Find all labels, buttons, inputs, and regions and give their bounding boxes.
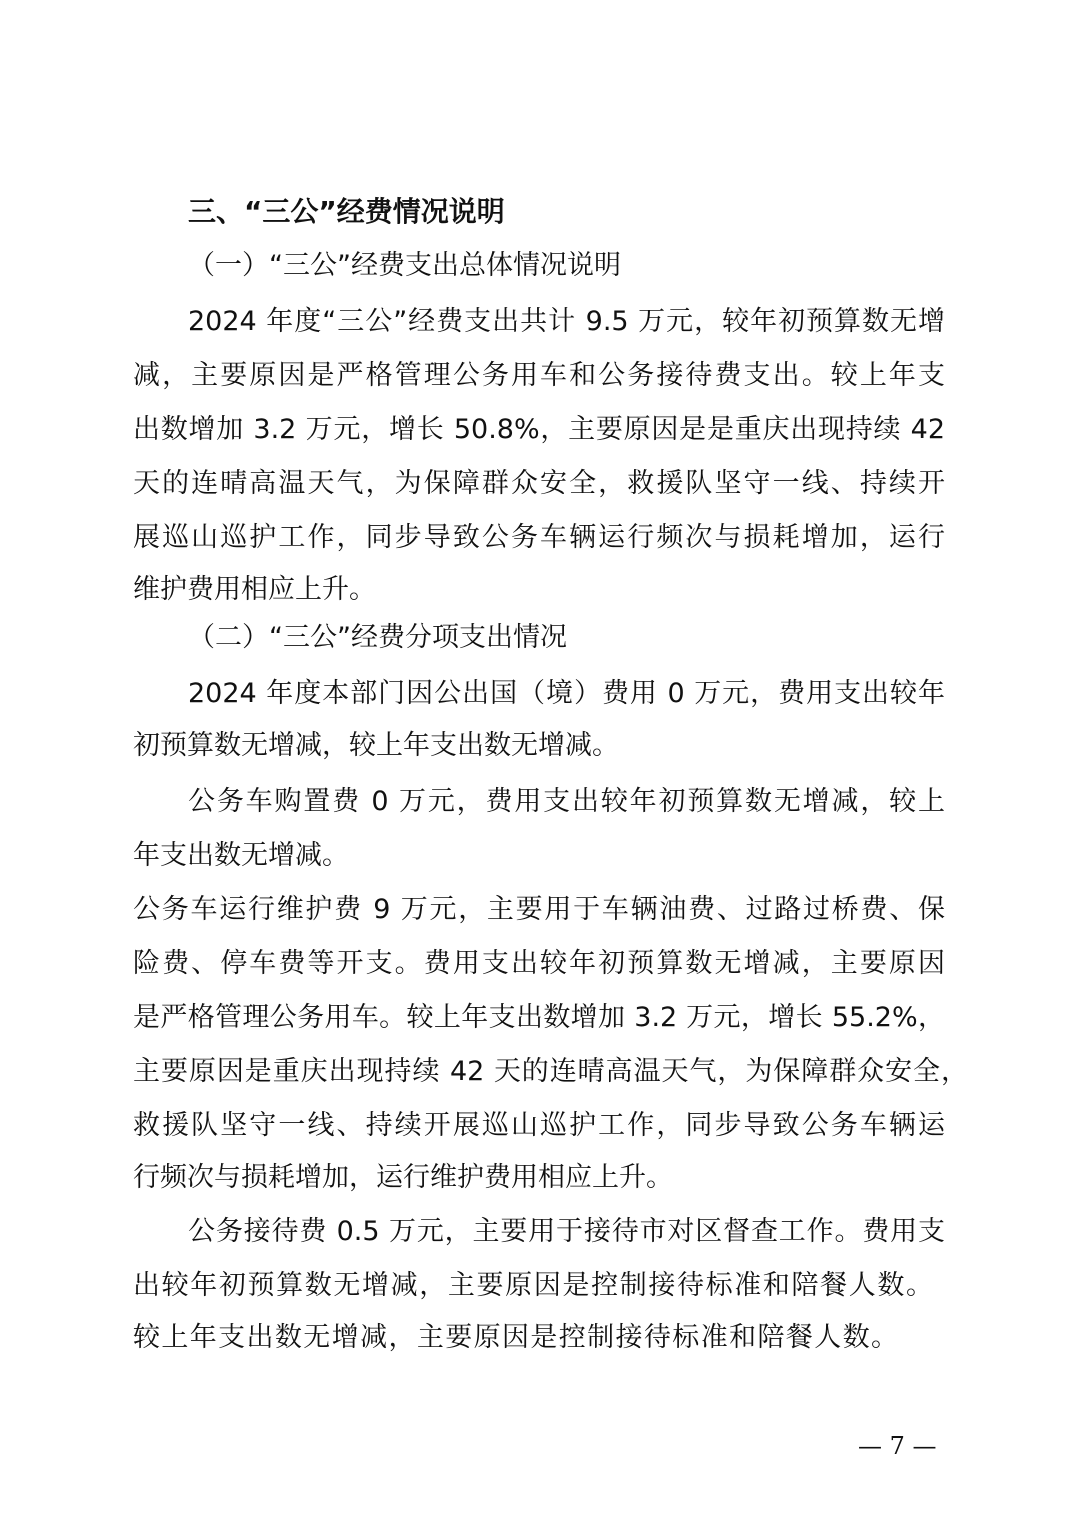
subsection-heading: （二）“三公”经费分项支出情况 (188, 622, 567, 653)
text-line: 公务车购置费 0 万元，费用支出较年初预算数无增减，较上 (188, 786, 945, 817)
text-line: 减，主要原因是严格管理公务用车和公务接待费支出。较上年支 (133, 360, 945, 391)
text-line: 天的连晴高温天气，为保障群众安全，救援队坚守一线、持续开 (133, 468, 945, 499)
text-line: 2024 年度本部门因公出国（境）费用 0 万元，费用支出较年 (188, 678, 945, 709)
text-line: 初预算数无增减，较上年支出数无增减。 (133, 730, 619, 761)
text-line: 年支出数无增减。 (133, 840, 349, 871)
text-line: 是严格管理公务用车。较上年支出数增加 3.2 万元，增长 55.2%， (133, 1002, 945, 1033)
subsection-heading: （一）“三公”经费支出总体情况说明 (188, 250, 621, 281)
text-line: 展巡山巡护工作，同步导致公务车辆运行频次与损耗增加，运行 (133, 522, 945, 553)
text-line: 出较年初预算数无增减，主要原因是控制接待标准和陪餐人数。 (133, 1270, 933, 1301)
page-number: — 7 — (858, 1432, 937, 1460)
text-line: 救援队坚守一线、持续开展巡山巡护工作，同步导致公务车辆运 (133, 1110, 945, 1141)
text-line: 行频次与损耗增加，运行维护费用相应上升。 (133, 1162, 673, 1193)
text-line: 维护费用相应上升。 (133, 574, 376, 605)
text-line: 主要原因是重庆出现持续 42 天的连晴高温天气，为保障群众安全， (133, 1056, 968, 1087)
text-line: 险费、停车费等开支。费用支出较年初预算数无增减，主要原因 (133, 948, 945, 979)
section-title: 三、“三公”经费情况说明 (188, 195, 505, 228)
text-line: 2024 年度“三公”经费支出共计 9.5 万元，较年初预算数无增 (188, 306, 945, 337)
text-line: 公务车运行维护费 9 万元，主要用于车辆油费、过路过桥费、保 (133, 894, 945, 925)
text-line: 出数增加 3.2 万元，增长 50.8%，主要原因是是重庆出现持续 42 (133, 414, 945, 445)
text-line: 公务接待费 0.5 万元，主要用于接待市对区督查工作。费用支 (188, 1216, 945, 1247)
text-line: 较上年支出数无增减，主要原因是控制接待标准和陪餐人数。 (133, 1322, 898, 1353)
